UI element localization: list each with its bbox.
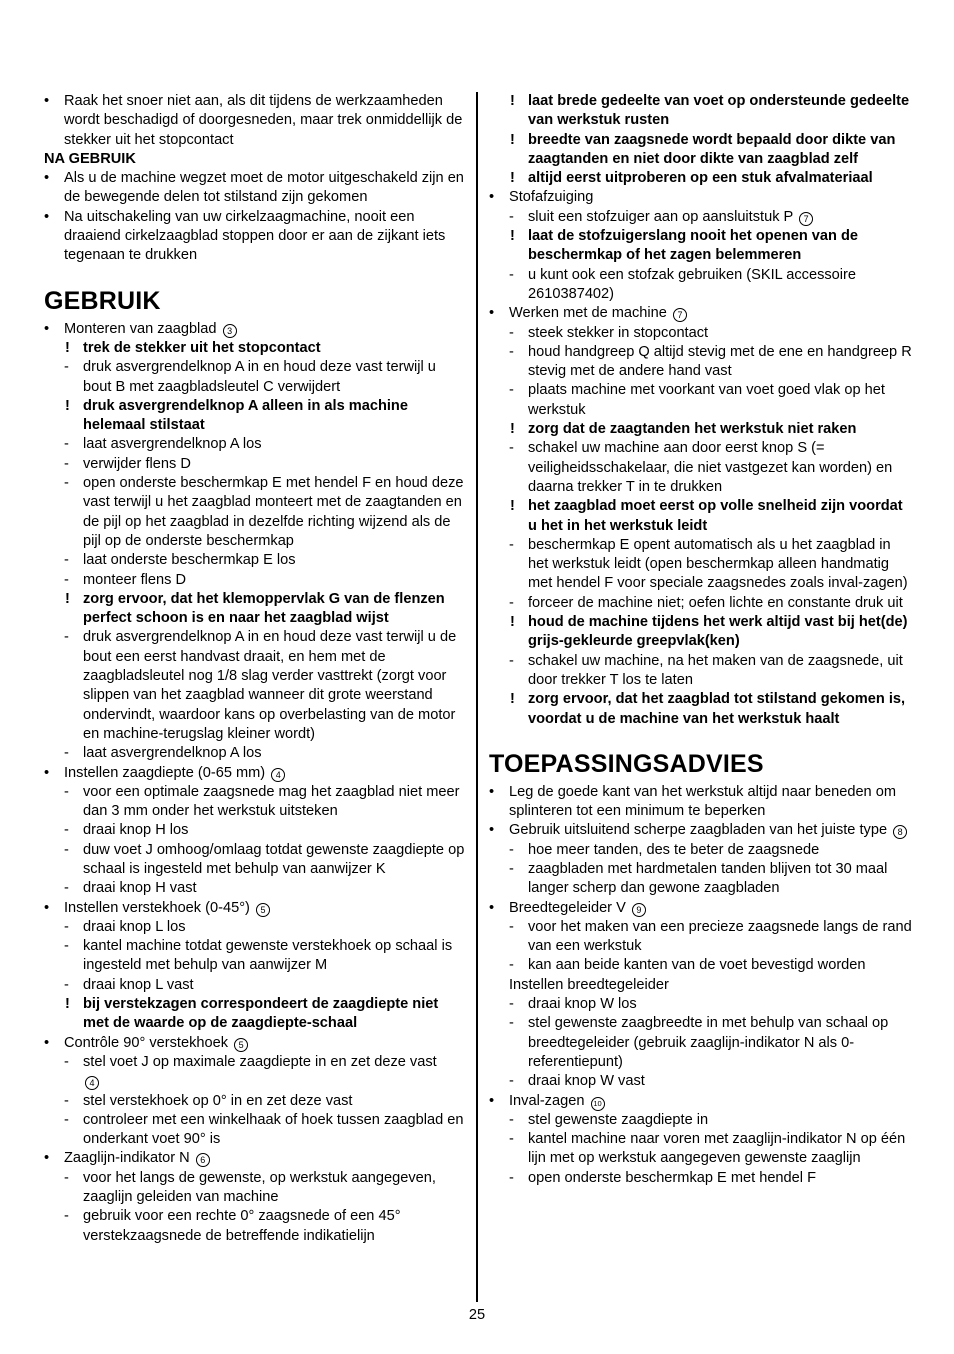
dash-marker: - — [64, 745, 69, 762]
dash-item — [44, 455, 468, 474]
item-text: laat de stofzuigerslang nooit het openen van de beschermkap of het zagen belemmeren — [528, 228, 859, 264]
item-text: druk asvergrendelknop A in en houd deze vast terwijl u bout B met zaagbladsleutel C verwijdert — [83, 359, 436, 395]
item-text: Inval-zagen — [509, 1092, 585, 1109]
dash-item — [489, 266, 913, 305]
dash-marker: - — [509, 996, 514, 1013]
item-text: Breedtegeleider V — [509, 899, 626, 916]
dash-marker: - — [509, 1073, 514, 1090]
exclamation-marker: ! — [510, 228, 515, 245]
right-column — [489, 92, 913, 1188]
bullet-item — [44, 1034, 468, 1053]
item-text: monteer flens D — [83, 571, 187, 588]
dash-marker: - — [64, 359, 69, 376]
item-text: draai knop L los — [83, 918, 186, 935]
bullet-item — [44, 92, 468, 150]
bullet-item — [44, 208, 468, 266]
figure-reference-icon: 9 — [632, 903, 646, 917]
warning-item — [489, 169, 913, 188]
bullet-marker: • — [489, 783, 495, 800]
dash-marker: - — [509, 382, 514, 399]
dash-item — [44, 821, 468, 840]
warning-item — [489, 497, 913, 536]
dash-marker: - — [64, 918, 69, 935]
item-text: beschermkap E opent automatisch als u het zaagblad in het werkstuk leidt (open beschermkap alleen handmatig met hendel F voor speciale zaagsnedes zoals inval-zagen) — [528, 536, 908, 592]
dash-item — [489, 536, 913, 594]
item-text: druk asvergrendelknop A in en houd deze vast terwijl u de bout een eerst handvast draait, en hem met de zaagbladsleutel nog 1/8 slag verder vasttrekt (zorgt voor slippen van het zaagblad wanneer dit grote weerstand ondervindt, waardoor kans op overbelasting van de motor en machine-terugslag kleiner wordt) — [83, 629, 457, 742]
exclamation-marker: ! — [510, 691, 515, 708]
dash-marker: - — [64, 436, 69, 453]
column-divider — [476, 92, 478, 1302]
bullet-item — [489, 1092, 913, 1111]
dash-marker: - — [509, 1169, 514, 1186]
item-text: kantel machine totdat gewenste verstekhoek op schaal is ingesteld met behulp van aanwijzer M — [83, 938, 453, 974]
left-column — [44, 92, 468, 1246]
item-text: houd handgreep Q altijd stevig met de ene en handgreep R stevig met de andere hand vast — [528, 343, 912, 380]
item-text: open onderste beschermkap E met hendel F — [528, 1169, 816, 1186]
item-text: forceer de machine niet; oefen lichte en constante druk uit — [528, 594, 903, 611]
dash-item — [44, 879, 468, 898]
dash-marker: - — [64, 571, 69, 588]
item-text: voor het langs de gewenste, op werkstuk aangegeven, zaaglijn geleiden van machine — [83, 1169, 436, 1206]
bullet-marker: • — [44, 320, 50, 337]
bullet-marker: • — [44, 899, 50, 916]
bullet-item — [44, 169, 468, 208]
dash-marker: - — [64, 822, 69, 839]
dash-marker: - — [64, 880, 69, 897]
bullet-item — [44, 899, 468, 918]
dash-item — [44, 1111, 468, 1150]
dash-marker: - — [64, 783, 69, 800]
item-text: bij verstekzagen correspondeert de zaagdiepte niet met de waarde op de zaagdiepte-schaal — [83, 996, 439, 1032]
figure-reference-icon: 10 — [591, 1097, 605, 1111]
figure-reference-icon: 5 — [256, 903, 270, 917]
item-text: draai knop W vast — [528, 1073, 645, 1090]
bullet-marker: • — [489, 822, 495, 839]
figure-reference-icon: 7 — [673, 308, 687, 322]
plain-line — [489, 976, 913, 995]
item-text: breedte van zaagsnede wordt bepaald door dikte van zaagtanden en niet door dikte van zaagblad zelf — [528, 131, 896, 167]
item-text: draai knop H los — [83, 822, 189, 839]
exclamation-marker: ! — [65, 397, 70, 414]
figure-reference-icon: 8 — [893, 825, 907, 839]
dash-marker: - — [64, 1208, 69, 1225]
item-text: zorg ervoor, dat het klemoppervlak G van de flenzen perfect schoon is en naar het zaagblad wijst — [83, 590, 445, 627]
bullet-item — [489, 304, 913, 323]
warning-item — [44, 397, 468, 436]
dash-marker: - — [509, 343, 514, 360]
item-text: altijd eerst uitproberen op een stuk afvalmateriaal — [528, 170, 873, 187]
dash-item — [44, 744, 468, 763]
dash-marker: - — [509, 440, 514, 457]
item-text: stel gewenste zaagdiepte in — [528, 1111, 709, 1128]
warning-item — [489, 420, 913, 439]
dash-marker: - — [509, 652, 514, 669]
item-text: schakel uw machine aan door eerst knop S (= veiligheidsschakelaar, die niet vastgezet kan worden) en daarna trekker T in te drukken — [528, 440, 893, 495]
item-text: Zaaglijn-indikator N — [64, 1150, 190, 1167]
item-text: Instellen zaagdiepte (0-65 mm) — [64, 764, 266, 781]
item-text: voor het maken van een precieze zaagsnede langs de rand van een werkstuk — [528, 918, 912, 955]
bullet-item — [489, 821, 913, 840]
dash-marker: - — [64, 976, 69, 993]
bullet-item — [489, 188, 913, 207]
item-text: zorg ervoor, dat het zaagblad tot stilstand gekomen is, voordat u de machine van het werkstuk haalt — [528, 691, 906, 727]
dash-item — [44, 551, 468, 570]
dash-marker: - — [64, 841, 69, 858]
dash-item — [44, 1207, 468, 1246]
item-text: NA GEBRUIK — [44, 150, 136, 167]
dash-item — [489, 594, 913, 613]
dash-marker: - — [64, 475, 69, 492]
item-text: laat asvergrendelknop A los — [83, 745, 262, 762]
dash-marker: - — [64, 455, 69, 472]
dash-item — [489, 841, 913, 860]
exclamation-marker: ! — [65, 590, 70, 607]
item-text: Werken met de machine — [509, 305, 667, 322]
bullet-marker: • — [489, 899, 495, 916]
warning-item — [44, 590, 468, 629]
dash-marker: - — [509, 594, 514, 611]
section-heading — [44, 286, 468, 316]
dash-item — [44, 976, 468, 995]
item-text: Monteren van zaagblad — [64, 320, 217, 337]
warning-item — [489, 92, 913, 131]
bullet-item — [489, 899, 913, 918]
dash-marker: - — [64, 938, 69, 955]
warning-item — [489, 613, 913, 652]
dash-item — [489, 1130, 913, 1169]
bullet-marker: • — [44, 208, 50, 225]
dash-marker: - — [509, 536, 514, 553]
dash-item — [44, 1053, 468, 1092]
item-text: voor een optimale zaagsnede mag het zaagblad niet meer dan 3 mm onder het werkstuk uitsteken — [83, 783, 460, 820]
dash-item — [489, 1111, 913, 1130]
warning-item — [44, 995, 468, 1034]
dash-marker: - — [64, 1053, 69, 1070]
dash-item — [489, 439, 913, 497]
item-text: het zaagblad moet eerst op volle snelheid zijn voordat u het in het werkstuk leidt — [528, 498, 903, 534]
item-text: Stofafzuiging — [509, 189, 594, 206]
warning-item — [489, 227, 913, 266]
dash-marker: - — [509, 266, 514, 283]
figure-reference-icon: 4 — [85, 1076, 99, 1090]
dash-marker: - — [64, 1092, 69, 1109]
dash-item — [44, 628, 468, 744]
item-text: Raak het snoer niet aan, als dit tijdens de werkzaamheden wordt beschadigd of doorgesneden, maar trek onmiddellijk de stekker uit het stopcontact — [64, 93, 463, 148]
dash-item — [44, 571, 468, 590]
exclamation-marker: ! — [510, 614, 515, 631]
exclamation-marker: ! — [65, 996, 70, 1013]
warning-item — [489, 690, 913, 729]
item-text: zaagbladen met hardmetalen tanden blijven tot 30 maal langer scherp dan gewone zaagbladen — [528, 860, 888, 897]
item-text: houd de machine tijdens het werk altijd vast bij het(de) grijs-gekleurde greepvlak(ken) — [528, 614, 908, 650]
dash-item — [489, 860, 913, 899]
figure-reference-icon: 3 — [223, 324, 237, 338]
dash-marker: - — [509, 324, 514, 341]
dash-marker: - — [509, 1111, 514, 1128]
figure-reference-icon: 7 — [799, 212, 813, 226]
item-text: kan aan beide kanten van de voet bevestigd worden — [528, 957, 866, 974]
dash-marker: - — [509, 841, 514, 858]
dash-item — [489, 1014, 913, 1072]
section-heading — [489, 749, 913, 779]
bullet-item — [44, 320, 468, 339]
dash-item — [489, 1169, 913, 1188]
item-text: hoe meer tanden, des te beter de zaagsnede — [528, 841, 820, 858]
item-text: schakel uw machine, na het maken van de zaagsnede, uit door trekker T los te laten — [528, 652, 903, 688]
exclamation-marker: ! — [510, 421, 515, 438]
item-text: Contrôle 90° verstekhoek — [64, 1034, 229, 1051]
bullet-item — [489, 783, 913, 822]
bullet-item — [44, 1149, 468, 1168]
figure-reference-icon: 4 — [271, 768, 285, 782]
bullet-marker: • — [489, 1092, 495, 1109]
dash-marker: - — [64, 1169, 69, 1186]
dash-marker: - — [64, 1111, 69, 1128]
dash-item — [489, 324, 913, 343]
dash-item — [489, 343, 913, 382]
dash-item — [489, 918, 913, 957]
dash-item — [44, 841, 468, 880]
exclamation-marker: ! — [510, 170, 515, 187]
dash-marker: - — [509, 918, 514, 935]
item-text: open onderste beschermkap E met hendel F en houd deze vast terwijl u het zaagblad monteert met de zaagtanden en de pijl op het zaagblad in dezelfde richting wijzend als de pijl op de onderste beschermkap — [83, 475, 464, 549]
page-number: 25 — [468, 1307, 486, 1323]
item-text: laat asvergrendelknop A los — [83, 436, 262, 453]
item-text: u kunt ook een stofzak gebruiken (SKIL accessoire 2610387402) — [528, 266, 857, 302]
item-text: steek stekker in stopcontact — [528, 324, 709, 341]
figure-reference-icon: 5 — [234, 1038, 248, 1052]
item-text: controleer met een winkelhaak of hoek tussen zaagblad en onderkant voet 90° is — [83, 1111, 464, 1148]
dash-item — [44, 918, 468, 937]
exclamation-marker: ! — [510, 498, 515, 515]
item-text: stel verstekhoek op 0° in en zet deze vast — [83, 1092, 353, 1109]
exclamation-marker: ! — [510, 93, 515, 109]
bullet-marker: • — [44, 1034, 50, 1051]
dash-item — [489, 1072, 913, 1091]
item-text: trek de stekker uit het stopcontact — [83, 339, 321, 356]
item-text: druk asvergrendelknop A alleen in als machine helemaal stilstaat — [83, 397, 408, 434]
item-text: Instellen breedtegeleider — [509, 976, 669, 993]
dash-marker: - — [509, 957, 514, 974]
dash-marker: - — [509, 1131, 514, 1148]
item-text: plaats machine met voorkant van voet goed vlak op het werkstuk — [528, 382, 885, 418]
dash-item — [489, 208, 913, 227]
item-text: draai knop L vast — [83, 976, 194, 993]
item-text: laat brede gedeelte van voet op ondersteunde gedeelte van werkstuk rusten — [528, 93, 910, 129]
item-text: Als u de machine wegzet moet de motor uitgeschakeld zijn en de bewegende delen tot stilstand zijn gekomen — [64, 170, 464, 206]
bullet-marker: • — [44, 1150, 50, 1167]
figure-reference-icon: 6 — [196, 1153, 210, 1167]
dash-item — [489, 381, 913, 420]
dash-marker: - — [509, 208, 514, 225]
item-text: Instellen verstekhoek (0-45°) — [64, 899, 250, 916]
item-text: duw voet J omhoog/omlaag totdat gewenste zaagdiepte op schaal is ingesteld met behulp van aanwijzer K — [83, 841, 465, 877]
bullet-item — [44, 764, 468, 783]
dash-item — [44, 474, 468, 551]
item-text: laat onderste beschermkap E los — [83, 552, 296, 569]
dash-marker: - — [64, 552, 69, 569]
item-text: Na uitschakeling van uw cirkelzaagmachine, nooit een draaiend cirkelzaagblad stoppen door er aan de zijkant iets tegenaan te drukken — [64, 208, 446, 264]
bullet-marker: • — [44, 764, 50, 781]
item-text: sluit een stofzuiger aan op aansluitstuk P — [528, 208, 794, 225]
bullet-marker: • — [489, 189, 495, 206]
dash-marker: - — [509, 860, 514, 877]
item-text: Gebruik uitsluitend scherpe zaagbladen van het juiste type — [509, 822, 888, 839]
item-text: zorg dat de zaagtanden het werkstuk niet raken — [528, 421, 857, 438]
subheading — [44, 150, 468, 169]
item-text: draai knop H vast — [83, 880, 197, 897]
dash-item — [44, 358, 468, 397]
exclamation-marker: ! — [510, 131, 515, 148]
dash-marker: - — [509, 1015, 514, 1032]
item-text: draai knop W los — [528, 996, 637, 1013]
dash-item — [44, 435, 468, 454]
item-text: verwijder flens D — [83, 455, 191, 472]
item-text: stel voet J op maximale zaagdiepte in en zet deze vast — [83, 1053, 437, 1070]
section-heading-text: TOEPASSINGSADVIES — [489, 749, 764, 778]
warning-item — [44, 339, 468, 358]
dash-item — [44, 1169, 468, 1208]
dash-item — [44, 783, 468, 822]
warning-item — [489, 131, 913, 170]
section-heading-text: GEBRUIK — [44, 286, 161, 315]
item-text: gebruik voor een rechte 0° zaagsnede of een 45° verstekzaagsnede de betreffende indikatielijn — [83, 1208, 401, 1244]
dash-item — [44, 937, 468, 976]
bullet-marker: • — [489, 305, 495, 322]
dash-item — [489, 956, 913, 975]
bullet-marker: • — [44, 93, 50, 109]
bullet-marker: • — [44, 170, 50, 187]
exclamation-marker: ! — [65, 339, 70, 356]
item-text: Leg de goede kant van het werkstuk altijd naar beneden om splinteren tot een minimum te beperken — [509, 783, 896, 820]
dash-marker: - — [64, 629, 69, 646]
dash-item — [44, 1092, 468, 1111]
dash-item — [489, 652, 913, 691]
dash-item — [489, 995, 913, 1014]
item-text: kantel machine naar voren met zaaglijn-indikator N op één lijn met op werkstuk aangegeven gewenste zaaglijn — [528, 1131, 906, 1167]
item-text: stel gewenste zaagbreedte in met behulp van schaal op breedtegeleider (gebruik zaaglijn-indikator N als 0-referentiepunt) — [528, 1015, 889, 1070]
